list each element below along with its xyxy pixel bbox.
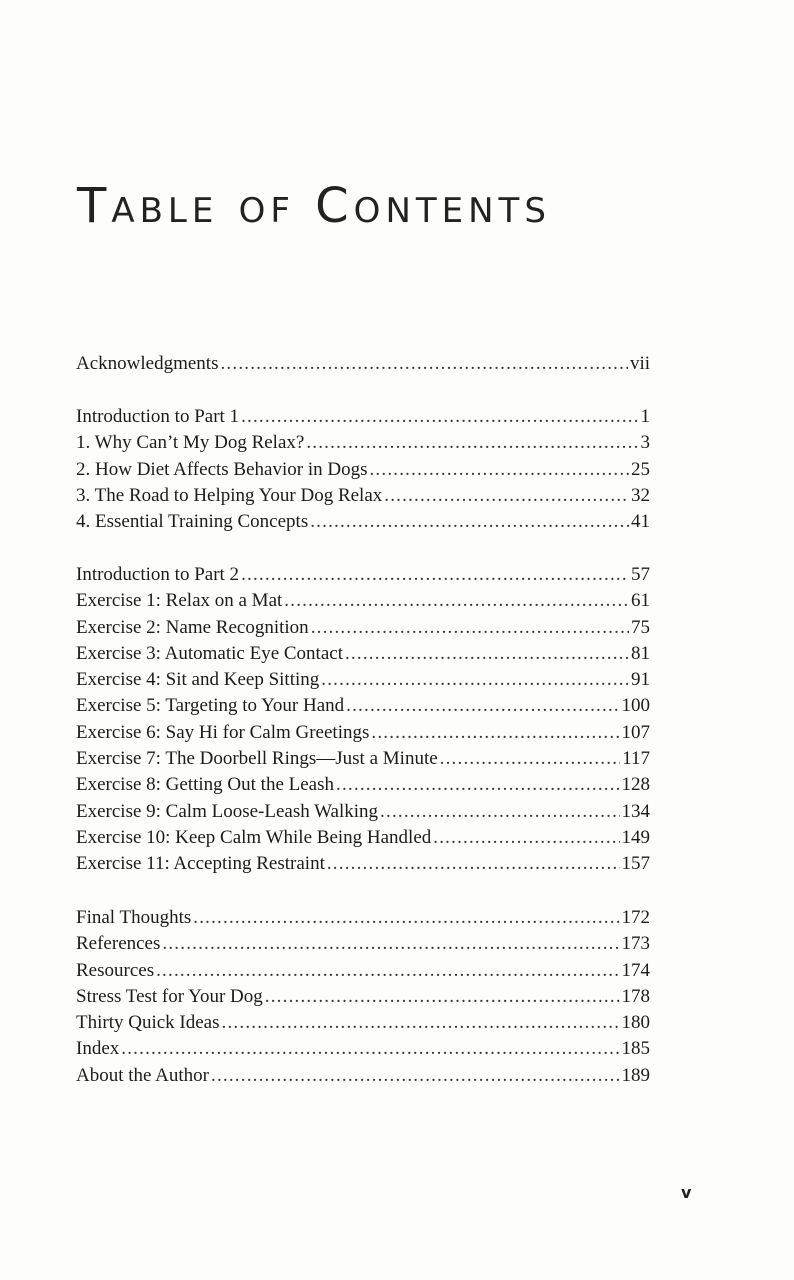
dot-leader (193, 905, 619, 931)
toc-entry-title: Stress Test for Your Dog (76, 985, 263, 1007)
toc-entry (76, 984, 650, 1010)
dot-leader (433, 825, 619, 851)
toc-entry (76, 483, 650, 509)
toc-entry (76, 562, 650, 588)
toc-entry-title: References (76, 933, 161, 955)
toc-entry-title: Introduction to Part 1 (76, 406, 240, 427)
dot-leader (345, 641, 629, 667)
dot-leader (384, 483, 629, 509)
page-title: Table of Contents (77, 178, 551, 234)
dot-leader (156, 958, 619, 984)
dot-leader (380, 799, 619, 825)
toc-entry-page-number: 149 (621, 826, 650, 848)
toc-entry-title: Final Thoughts (76, 907, 192, 928)
toc-entry-title: Resources (76, 959, 155, 981)
dot-leader (321, 667, 629, 693)
toc-entry-title: Exercise 9: Calm Loose-Leash Walking (76, 800, 379, 822)
toc-entry (76, 825, 650, 851)
dot-leader (121, 1036, 619, 1062)
toc-entry-page-number: 81 (631, 642, 650, 664)
toc-entry (76, 720, 650, 746)
toc-entry-title: About the Author (76, 1064, 209, 1086)
toc-entry (76, 693, 650, 719)
toc-entry-title: Exercise 1: Relax on a Mat (76, 590, 283, 612)
dot-leader (369, 457, 629, 483)
dot-leader (241, 404, 638, 430)
toc-entry-page-number: 172 (621, 907, 650, 928)
toc-entry-title: Exercise 3: Automatic Eye Contact (76, 642, 343, 664)
toc-entry-title: 4. Essential Training Concepts (76, 511, 309, 533)
page-number: v (681, 1183, 692, 1202)
dot-leader (310, 509, 629, 535)
dot-leader (211, 1063, 620, 1089)
toc-entry (76, 404, 650, 430)
toc-entry-page-number: 3 (640, 432, 650, 454)
toc-entry (76, 1063, 650, 1089)
toc-entry-title: Exercise 5: Targeting to Your Hand (76, 695, 345, 717)
toc-entry-page-number: 180 (621, 1012, 650, 1034)
toc-entry (76, 905, 650, 931)
toc-entry-page-number: 61 (631, 590, 650, 612)
toc-entry (76, 958, 650, 984)
toc-entry-page-number: 91 (631, 669, 650, 691)
toc-entry-page-number: 174 (621, 959, 650, 981)
dot-leader (371, 720, 619, 746)
toc-entry (76, 667, 650, 693)
toc-entry-page-number: vii (629, 353, 650, 374)
toc-entry-page-number: 178 (621, 985, 650, 1007)
toc-entry (76, 851, 650, 877)
toc-entry-page-number: 189 (621, 1064, 650, 1086)
dot-leader (346, 693, 619, 719)
dot-leader (306, 430, 638, 456)
dot-leader (241, 562, 629, 588)
toc-entry-page-number: 173 (621, 933, 650, 955)
toc-entry-title: Exercise 2: Name Recognition (76, 616, 309, 638)
toc-entry (76, 588, 650, 614)
toc-entry-title: Thirty Quick Ideas (76, 1012, 220, 1034)
toc-entry-title: Index (76, 1038, 120, 1060)
toc-entry-title: Introduction to Part 2 (76, 564, 240, 585)
toc-entry-page-number: 32 (631, 484, 650, 506)
toc-entry-page-number: 41 (631, 511, 650, 533)
toc-group-back-matter (76, 905, 650, 1089)
toc-entry (76, 509, 650, 535)
toc-entry-page-number: 107 (621, 721, 650, 743)
dot-leader (265, 984, 620, 1010)
toc-entry (76, 1010, 650, 1036)
toc-entry-page-number: 117 (622, 748, 650, 770)
toc-entry (76, 351, 650, 377)
toc-entry-page-number: 134 (621, 800, 650, 822)
dot-leader (162, 931, 619, 957)
toc-entry (76, 430, 650, 456)
toc-entry-title: Exercise 11: Accepting Restraint (76, 853, 325, 875)
toc-entry-title: Exercise 6: Say Hi for Calm Greetings (76, 721, 370, 743)
toc-entry-page-number: 57 (631, 564, 650, 585)
toc-entry (76, 931, 650, 957)
toc-entry-page-number: 128 (621, 774, 650, 796)
toc-group-part-2 (76, 562, 650, 878)
toc-entry-page-number: 1 (640, 406, 650, 427)
toc-entry-page-number: 75 (631, 616, 650, 638)
toc-group-part-1 (76, 404, 650, 535)
toc-entry-page-number: 100 (621, 695, 650, 717)
dot-leader (311, 615, 629, 641)
toc-entry-page-number: 185 (621, 1038, 650, 1060)
dot-leader (440, 746, 621, 772)
toc-entry-title: 3. The Road to Helping Your Dog Relax (76, 484, 383, 506)
toc-entry-title: Exercise 4: Sit and Keep Sitting (76, 669, 320, 691)
toc-entry (76, 641, 650, 667)
toc-entry (76, 615, 650, 641)
toc-entry-title: 1. Why Can’t My Dog Relax? (76, 432, 305, 454)
toc-group-front-matter (76, 351, 650, 377)
dot-leader (336, 772, 619, 798)
toc-entry-title: Exercise 7: The Doorbell Rings—Just a Minute (76, 748, 438, 770)
toc-entry (76, 799, 650, 825)
toc-entry (76, 772, 650, 798)
dot-leader (222, 1010, 620, 1036)
dot-leader (327, 851, 620, 877)
toc-entry (76, 746, 650, 772)
toc-entry-page-number: 25 (631, 458, 650, 480)
toc-entry-title: 2. How Diet Affects Behavior in Dogs (76, 458, 368, 480)
toc-entry-page-number: 157 (621, 853, 650, 875)
toc-entry-title: Acknowledgments (76, 353, 219, 374)
toc-entry (76, 1036, 650, 1062)
toc-entry (76, 457, 650, 483)
toc-entry-title: Exercise 10: Keep Calm While Being Handled (76, 826, 432, 848)
toc-entry-title: Exercise 8: Getting Out the Leash (76, 774, 335, 796)
dot-leader (284, 588, 629, 614)
dot-leader (220, 351, 627, 377)
